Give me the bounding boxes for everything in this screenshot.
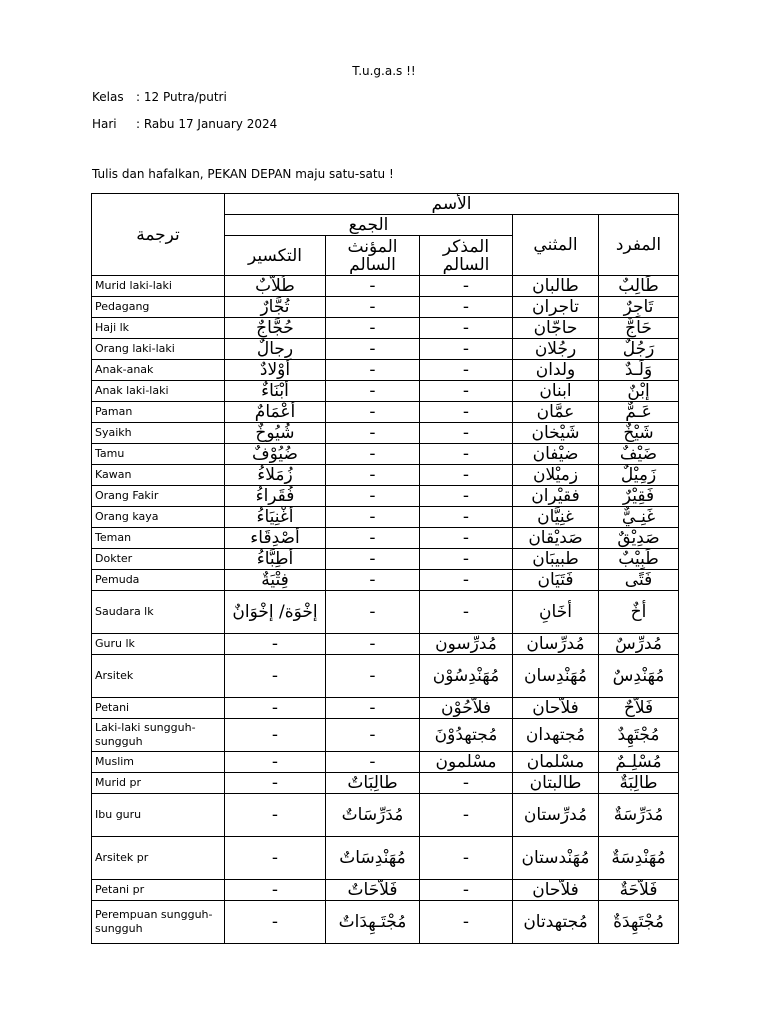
- mudzakkar-cell: -: [420, 465, 513, 486]
- translation-cell: Laki-laki sungguh-sungguh: [92, 719, 225, 752]
- mutsanna-cell: مُجتهدان: [513, 719, 599, 752]
- translation-cell: Arsitek: [92, 655, 225, 698]
- mufrad-cell: مُهَنْدِسٌ: [599, 655, 679, 698]
- taksir-cell: ضُيُوْفٌ: [225, 444, 326, 465]
- translation-cell: Guru lk: [92, 634, 225, 655]
- taksir-cell: إخْوَة/ إخْوَانٌ: [225, 591, 326, 634]
- mudzakkar-cell: -: [420, 880, 513, 901]
- table-row: [92, 381, 679, 402]
- translation-cell: Muslim: [92, 752, 225, 773]
- taksir-cell: -: [225, 794, 326, 837]
- mutsanna-cell: ابنان: [513, 381, 599, 402]
- translation-cell: Orang kaya: [92, 507, 225, 528]
- table-row: [92, 276, 679, 297]
- translation-cell: Paman: [92, 402, 225, 423]
- mudzakkar-cell: -: [420, 339, 513, 360]
- translation-cell: Haji lk: [92, 318, 225, 339]
- translation-cell: Saudara lk: [92, 591, 225, 634]
- taksir-cell: -: [225, 634, 326, 655]
- muannats-cell: مُهَنْدِسَاتٌ: [326, 837, 420, 880]
- taksir-cell: -: [225, 655, 326, 698]
- muannats-cell: -: [326, 423, 420, 444]
- translation-cell: Syaikh: [92, 423, 225, 444]
- translation-cell: Orang Fakir: [92, 486, 225, 507]
- mufrad-cell: تَاجِرٌ: [599, 297, 679, 318]
- mutsanna-cell: غنِيَّان: [513, 507, 599, 528]
- translation-cell: Tamu: [92, 444, 225, 465]
- mudzakkar-cell: -: [420, 591, 513, 634]
- translation-cell: Orang laki-laki: [92, 339, 225, 360]
- mudzakkar-cell: -: [420, 570, 513, 591]
- taksir-cell: تُجَّارٌ: [225, 297, 326, 318]
- taksir-cell: -: [225, 880, 326, 901]
- muannats-cell: -: [326, 444, 420, 465]
- mufrad-cell: فَلاَّحَةٌ: [599, 880, 679, 901]
- mufrad-cell: مُدَرِّسَةٌ: [599, 794, 679, 837]
- instruction: Tulis dan hafalkan, PEKAN DEPAN maju satu-satu !: [92, 167, 394, 181]
- muannats-cell: -: [326, 402, 420, 423]
- mudzakkar-cell: -: [420, 360, 513, 381]
- mufrad-cell: طالِبَةٌ: [599, 773, 679, 794]
- mutsanna-cell: تاجران: [513, 297, 599, 318]
- mudzakkar-cell: -: [420, 423, 513, 444]
- table-row: [92, 318, 679, 339]
- taksir-cell: أعْمَامٌ: [225, 402, 326, 423]
- mufrad-cell: ضَيْفٌ: [599, 444, 679, 465]
- muannats-cell: -: [326, 318, 420, 339]
- mutsanna-cell: رجُلان: [513, 339, 599, 360]
- mudzakkar-cell: -: [420, 549, 513, 570]
- muannats-cell: -: [326, 507, 420, 528]
- muannats-cell: -: [326, 276, 420, 297]
- table-row: [92, 339, 679, 360]
- table-row: [92, 465, 679, 486]
- taksir-cell: أوْلادٌ: [225, 360, 326, 381]
- muannats-cell: -: [326, 634, 420, 655]
- mufrad-cell: زَمِيْلٌ: [599, 465, 679, 486]
- table-row: [92, 486, 679, 507]
- translation-cell: Petani: [92, 698, 225, 719]
- table-row: [92, 634, 679, 655]
- mutsanna-cell: مسْلمان: [513, 752, 599, 773]
- table-row: [92, 402, 679, 423]
- mufrad-cell: غَنِـيٌّ: [599, 507, 679, 528]
- mutsanna-cell: طالبتان: [513, 773, 599, 794]
- mufrad-cell: إبْنٌ: [599, 381, 679, 402]
- mufrad-cell: مُسْلِـمٌ: [599, 752, 679, 773]
- mutsanna-cell: مُجتهدتان: [513, 901, 599, 944]
- header-plural: الجمع: [225, 215, 513, 236]
- mufrad-cell: طَالِبٌ: [599, 276, 679, 297]
- mufrad-cell: صَدِيْقٌ: [599, 528, 679, 549]
- mufrad-cell: مُجْتَهِدٌ: [599, 719, 679, 752]
- table-row: [92, 655, 679, 698]
- mutsanna-cell: ولدان: [513, 360, 599, 381]
- mutsanna-cell: صَديْقان: [513, 528, 599, 549]
- mutsanna-cell: مُدرِّستان: [513, 794, 599, 837]
- table-row: [92, 423, 679, 444]
- header-ism: الأسم: [225, 194, 679, 215]
- mutsanna-cell: ضيْفان: [513, 444, 599, 465]
- mudzakkar-cell: -: [420, 837, 513, 880]
- mutsanna-cell: مُدرِّسان: [513, 634, 599, 655]
- muannats-cell: -: [326, 381, 420, 402]
- table-row: [92, 570, 679, 591]
- mufrad-cell: طَبِيْبٌ: [599, 549, 679, 570]
- table-row: [92, 591, 679, 634]
- taksir-cell: أبْنَاءٌ: [225, 381, 326, 402]
- class-label: Kelas: [92, 90, 124, 104]
- taksir-cell: رِجالٌ: [225, 339, 326, 360]
- mudzakkar-cell: مُدرِّسون: [420, 634, 513, 655]
- taksir-cell: زُمَلاءُ: [225, 465, 326, 486]
- table-row: [92, 528, 679, 549]
- table-row: [92, 901, 679, 944]
- mudzakkar-cell: -: [420, 794, 513, 837]
- mudzakkar-cell: -: [420, 507, 513, 528]
- translation-cell: Pemuda: [92, 570, 225, 591]
- mudzakkar-cell: -: [420, 773, 513, 794]
- table-row: [92, 698, 679, 719]
- header-sound-feminine-plural: المؤنث السالم: [326, 236, 420, 276]
- mudzakkar-cell: -: [420, 402, 513, 423]
- muannats-cell: طالِبَاتٌ: [326, 773, 420, 794]
- day-label: Hari: [92, 117, 117, 131]
- translation-cell: Murid pr: [92, 773, 225, 794]
- translation-cell: Dokter: [92, 549, 225, 570]
- taksir-cell: فُقَراءُ: [225, 486, 326, 507]
- header-translation: ترجمة: [92, 194, 225, 276]
- mudzakkar-cell: مُجتهدُوْنَ: [420, 719, 513, 752]
- muannats-cell: -: [326, 486, 420, 507]
- mudzakkar-cell: -: [420, 318, 513, 339]
- mutsanna-cell: مُهَنْدِسان: [513, 655, 599, 698]
- muannats-cell: -: [326, 528, 420, 549]
- taksir-cell: فِتْيَةٌ: [225, 570, 326, 591]
- mufrad-cell: فَلاَّحٌ: [599, 698, 679, 719]
- mutsanna-cell: فلاَّحان: [513, 880, 599, 901]
- muannats-cell: -: [326, 698, 420, 719]
- table-row: [92, 444, 679, 465]
- mufrad-cell: شَيْخٌ: [599, 423, 679, 444]
- table-row: [92, 549, 679, 570]
- taksir-cell: -: [225, 773, 326, 794]
- mufrad-cell: أخٌ: [599, 591, 679, 634]
- mutsanna-cell: شَيْخان: [513, 423, 599, 444]
- mudzakkar-cell: -: [420, 276, 513, 297]
- table-row: [92, 507, 679, 528]
- taksir-cell: شُيُوخٌ: [225, 423, 326, 444]
- mudzakkar-cell: مُهَنْدِسُوْن: [420, 655, 513, 698]
- mufrad-cell: فَقِيْرٌ: [599, 486, 679, 507]
- taksir-cell: -: [225, 901, 326, 944]
- muannats-cell: -: [326, 297, 420, 318]
- muannats-cell: -: [326, 465, 420, 486]
- mufrad-cell: مُجْتَهِدَةٌ: [599, 901, 679, 944]
- muannats-cell: -: [326, 570, 420, 591]
- mutsanna-cell: فلاَّحان: [513, 698, 599, 719]
- translation-cell: Ibu guru: [92, 794, 225, 837]
- muannats-cell: -: [326, 360, 420, 381]
- header-dual: المثني: [513, 215, 599, 276]
- mutsanna-cell: طبيبَان: [513, 549, 599, 570]
- mudzakkar-cell: مسْلمون: [420, 752, 513, 773]
- taksir-cell: -: [225, 752, 326, 773]
- table-row: [92, 752, 679, 773]
- mudzakkar-cell: -: [420, 297, 513, 318]
- mudzakkar-cell: -: [420, 444, 513, 465]
- mufrad-cell: عَـمٌّ: [599, 402, 679, 423]
- muannats-cell: -: [326, 655, 420, 698]
- translation-cell: Murid laki-laki: [92, 276, 225, 297]
- taksir-cell: -: [225, 698, 326, 719]
- table-row: [92, 794, 679, 837]
- mudzakkar-cell: -: [420, 381, 513, 402]
- mufrad-cell: حَاجٌّ: [599, 318, 679, 339]
- table-row: [92, 719, 679, 752]
- muannats-cell: -: [326, 339, 420, 360]
- mutsanna-cell: طالبان: [513, 276, 599, 297]
- taksir-cell: حُجَّاجٌ: [225, 318, 326, 339]
- table-row: [92, 297, 679, 318]
- mutsanna-cell: فقيْران: [513, 486, 599, 507]
- header-sound-masculine-plural: المذكر السالم: [420, 236, 513, 276]
- class-line: [92, 90, 227, 104]
- mudzakkar-cell: -: [420, 901, 513, 944]
- vocab-table-body: [92, 276, 679, 944]
- mufrad-cell: وَلَـدٌ: [599, 360, 679, 381]
- mutsanna-cell: عمَّان: [513, 402, 599, 423]
- translation-cell: Anak-anak: [92, 360, 225, 381]
- mufrad-cell: مُدرِّسٌ: [599, 634, 679, 655]
- muannats-cell: -: [326, 591, 420, 634]
- table-row: [92, 880, 679, 901]
- mutsanna-cell: فَتَيَان: [513, 570, 599, 591]
- translation-cell: Petani pr: [92, 880, 225, 901]
- translation-cell: Arsitek pr: [92, 837, 225, 880]
- page-title: T.u.g.a.s !!: [352, 64, 416, 78]
- taksir-cell: أغْنِيَاءُ: [225, 507, 326, 528]
- mufrad-cell: رَجُلٌ: [599, 339, 679, 360]
- taksir-cell: طُلاَّبٌ: [225, 276, 326, 297]
- translation-cell: Perempuan sungguh-sungguh: [92, 901, 225, 944]
- mufrad-cell: مُهَنْدِسَةٌ: [599, 837, 679, 880]
- muannats-cell: مُجْتَـهِدَاتٌ: [326, 901, 420, 944]
- muannats-cell: -: [326, 719, 420, 752]
- mudzakkar-cell: فلاَّحُوْن: [420, 698, 513, 719]
- translation-cell: Pedagang: [92, 297, 225, 318]
- vocab-table: [91, 193, 679, 944]
- mudzakkar-cell: -: [420, 486, 513, 507]
- muannats-cell: -: [326, 549, 420, 570]
- translation-cell: Anak laki-laki: [92, 381, 225, 402]
- taksir-cell: أطِبَّاءُ: [225, 549, 326, 570]
- class-value: : 12 Putra/putri: [136, 90, 227, 104]
- taksir-cell: أصْدِقَاء: [225, 528, 326, 549]
- taksir-cell: -: [225, 837, 326, 880]
- table-row: [92, 360, 679, 381]
- mudzakkar-cell: -: [420, 528, 513, 549]
- header-broken-plural: التكسير: [225, 236, 326, 276]
- taksir-cell: -: [225, 719, 326, 752]
- muannats-cell: -: [326, 752, 420, 773]
- day-line: [92, 117, 277, 131]
- table-row: [92, 837, 679, 880]
- mutsanna-cell: مُهَنْدستان: [513, 837, 599, 880]
- mutsanna-cell: أخَانِ: [513, 591, 599, 634]
- mufrad-cell: فَتًى: [599, 570, 679, 591]
- mutsanna-cell: حاجّان: [513, 318, 599, 339]
- muannats-cell: مُدَرِّسَاتٌ: [326, 794, 420, 837]
- translation-cell: Teman: [92, 528, 225, 549]
- translation-cell: Kawan: [92, 465, 225, 486]
- muannats-cell: فَلاَّحَاتٌ: [326, 880, 420, 901]
- mutsanna-cell: زميْلان: [513, 465, 599, 486]
- header-singular: المفرد: [599, 215, 679, 276]
- table-row: [92, 773, 679, 794]
- day-value: : Rabu 17 January 2024: [136, 117, 278, 131]
